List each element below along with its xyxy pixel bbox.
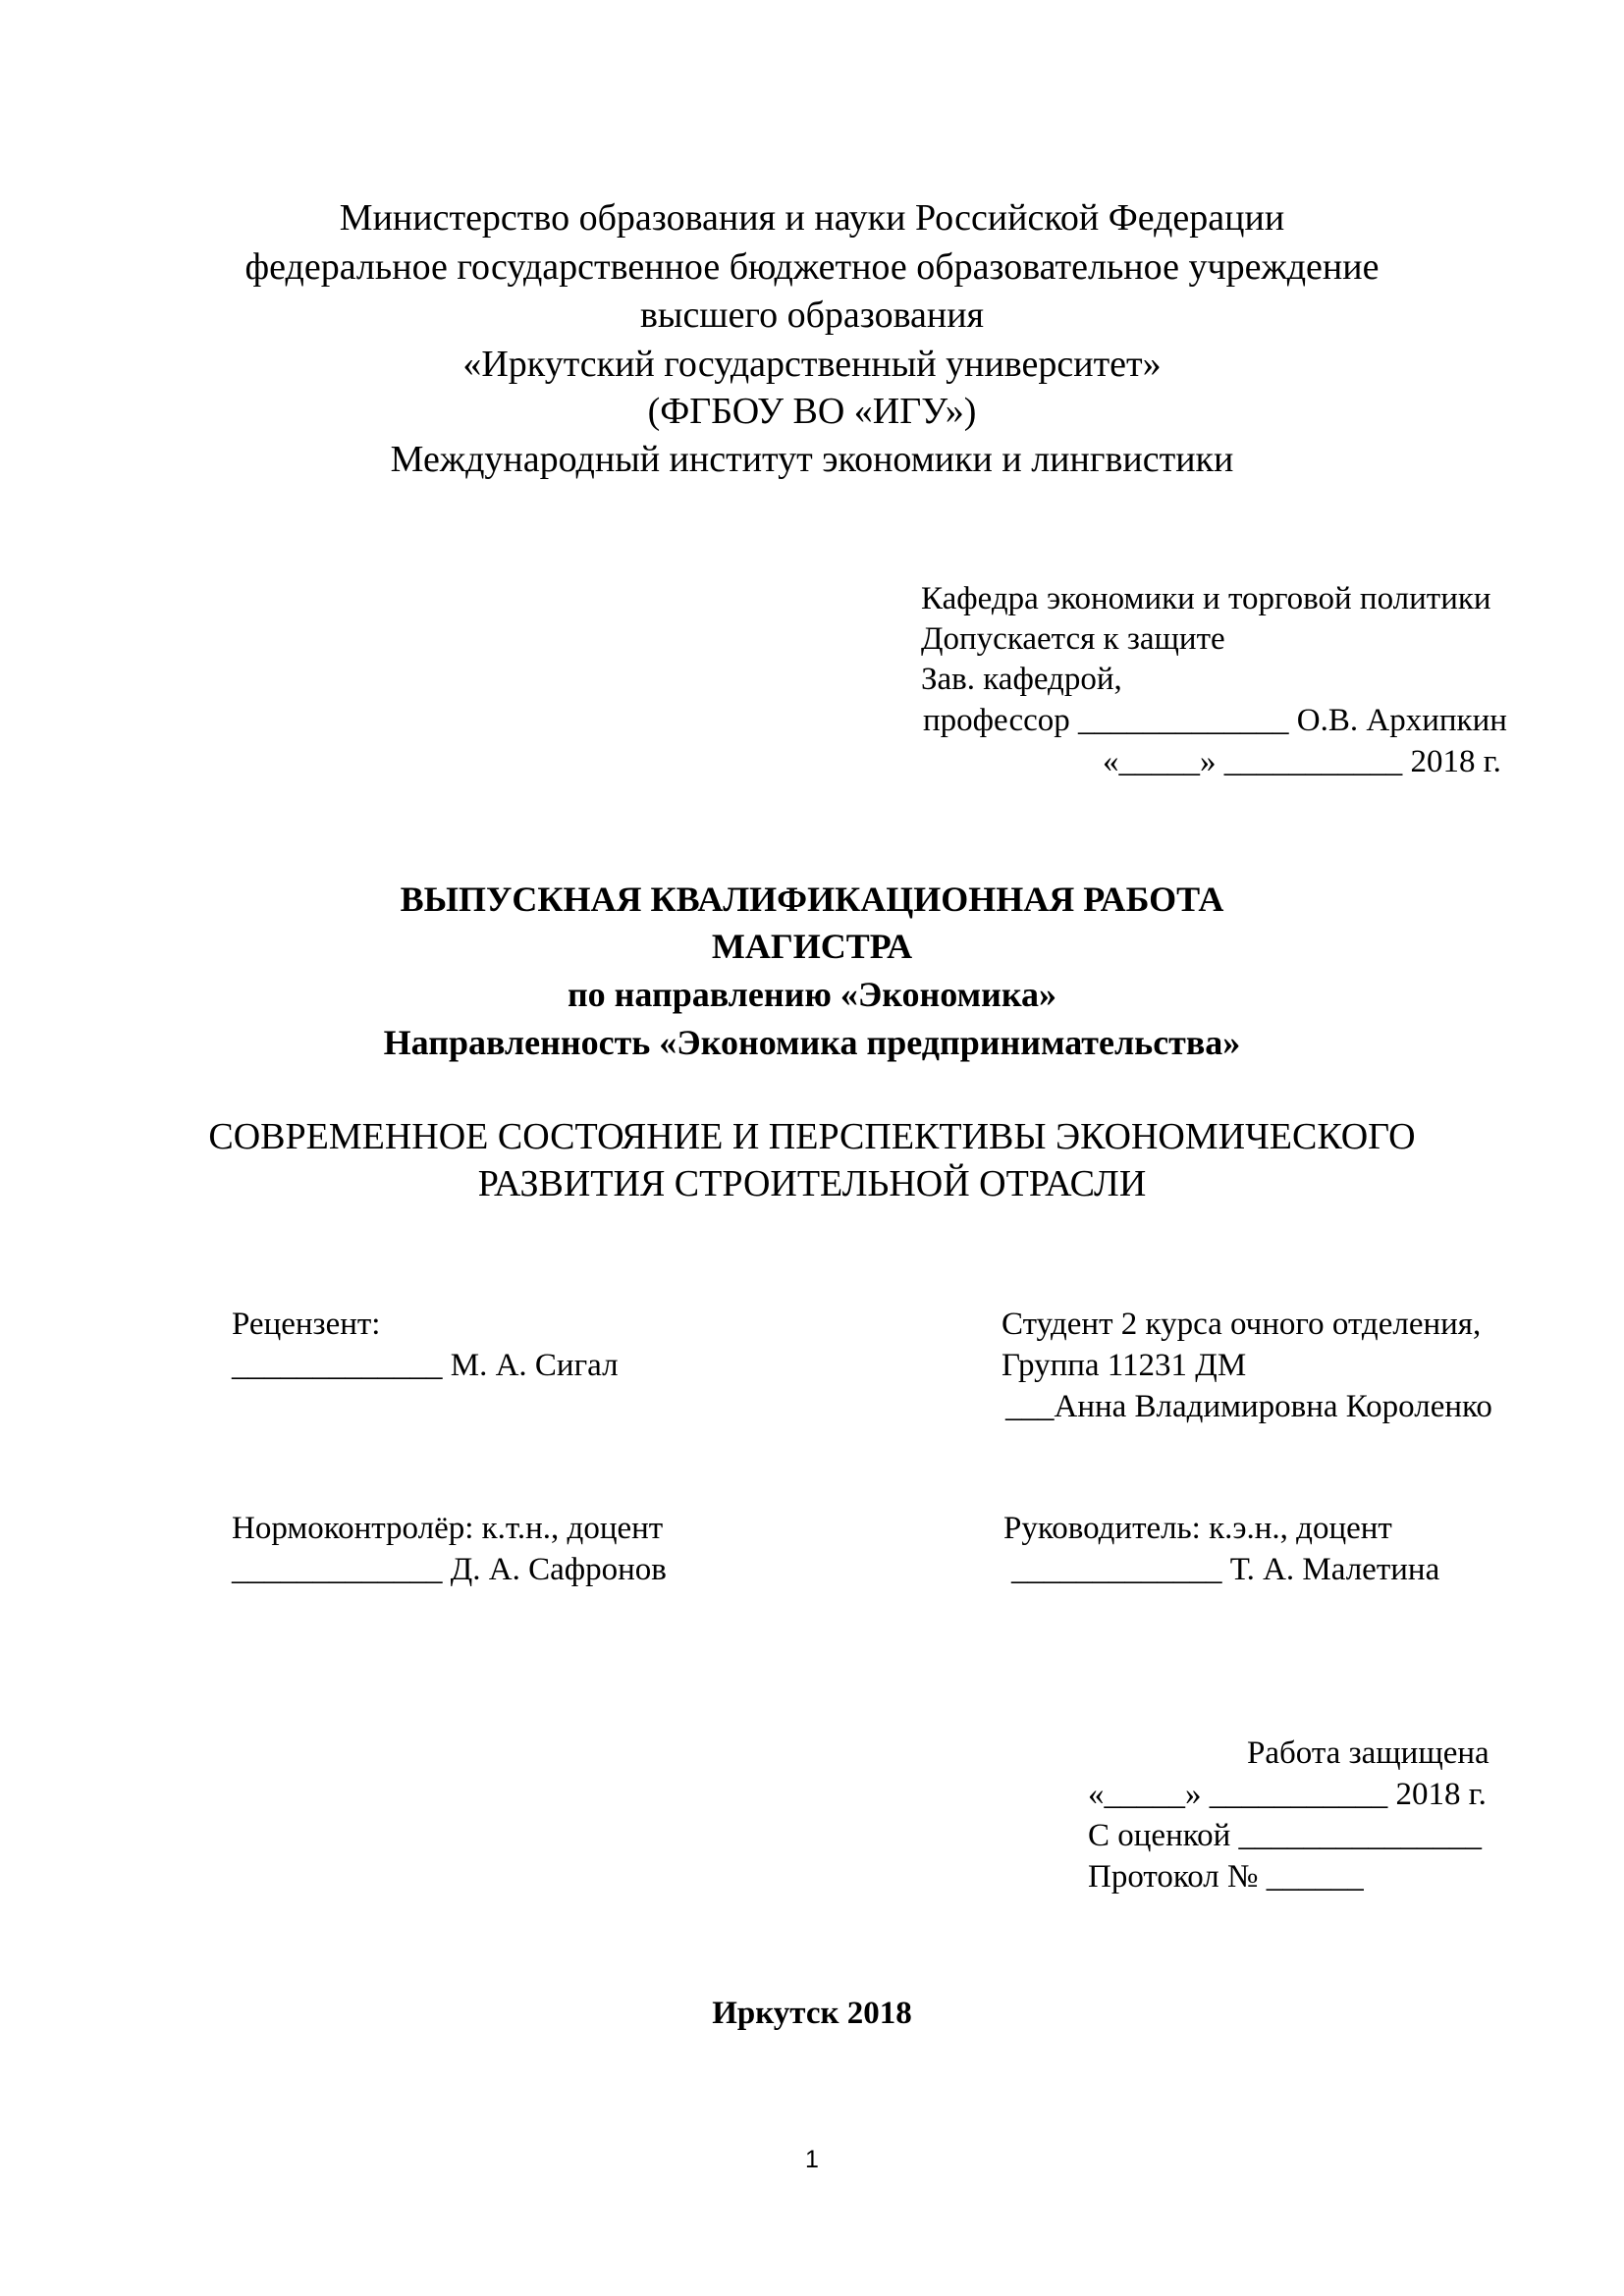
topic-line-1: СОВРЕМЕННОЕ СОСТОЯНИЕ И ПЕРСПЕКТИВЫ ЭКОНОМИЧЕСКОГО (208, 1116, 1416, 1157)
work-type-title: ВЫПУСКНАЯ КВАЛИФИКАЦИОННАЯ РАБОТА (400, 880, 1224, 919)
normcontroller-signature: _____________ Д. А. Сафронов (232, 1552, 667, 1587)
defense-status-line: Работа защищена (1247, 1735, 1489, 1771)
supervisor-label: Руководитель: к.э.н., доцент (1003, 1511, 1392, 1546)
head-of-department-line: Зав. кафедрой, (921, 662, 1122, 697)
institute-line: Международный институт экономики и лингвистики (390, 439, 1234, 480)
student-name-line: ___Анна Владимировна Короленко (1005, 1389, 1492, 1424)
supervisor-signature: _____________ Т. А. Малетина (1011, 1552, 1440, 1587)
defense-grade-line: С оценкой _______________ (1088, 1818, 1482, 1853)
reviewer-signature: _____________ М. А. Сигал (232, 1348, 619, 1383)
university-abbr-line: (ФГБОУ ВО «ИГУ») (647, 391, 977, 432)
page-number: 1 (805, 2146, 819, 2173)
normcontroller-label: Нормоконтролёр: к.т.н., доцент (232, 1511, 664, 1546)
professor-signature-line: профессор _____________ О.В. Архипкин (923, 703, 1507, 738)
defense-date-line: «_____» ___________ 2018 г. (1088, 1777, 1487, 1812)
city-year: Иркутск 2018 (712, 1996, 912, 2031)
admitted-line: Допускается к защите (921, 621, 1225, 657)
defense-protocol-line: Протокол № ______ (1088, 1859, 1364, 1895)
student-course-line: Студент 2 курса очного отделения, (1001, 1307, 1482, 1342)
topic-line-2: РАЗВИТИЯ СТРОИТЕЛЬНОЙ ОТРАСЛИ (477, 1163, 1147, 1204)
education-level-line: высшего образования (639, 294, 985, 336)
reviewer-label: Рецензент: (232, 1307, 381, 1342)
approval-date-line: «_____» ___________ 2018 г. (1103, 744, 1501, 779)
direction-title: по направлению «Экономика» (567, 975, 1057, 1014)
degree-title: МАГИСТРА (711, 927, 913, 966)
student-group-line: Группа 11231 ДМ (1001, 1348, 1247, 1383)
university-name-line: «Иркутский государственный университет» (462, 344, 1162, 385)
ministry-line: Министерство образования и науки Российской Федерации (339, 197, 1285, 239)
department-line: Кафедра экономики и торговой политики (921, 581, 1491, 616)
institution-type-line: федеральное государственное бюджетное образовательное учреждение (244, 246, 1380, 288)
specialization-title: Направленность «Экономика предпринимательства» (383, 1023, 1241, 1062)
